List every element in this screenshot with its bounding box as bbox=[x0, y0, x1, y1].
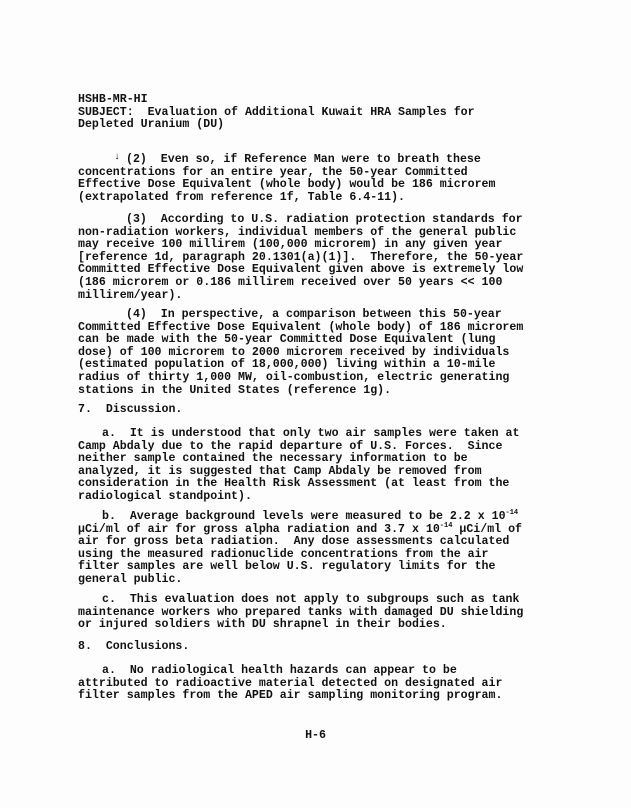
page-number: H-6 bbox=[305, 729, 326, 742]
exponent: -14 bbox=[505, 509, 519, 518]
paragraph-line: (extrapolated from reference 1f, Table 6.4-11). bbox=[78, 190, 405, 204]
office-code: HSHB-MR-HI bbox=[78, 93, 148, 106]
paragraph-7a bbox=[78, 428, 548, 504]
section-heading: 8. Conclusions. bbox=[78, 640, 190, 653]
paragraph-line: concentrations for an entire year, the 50-year Committed bbox=[78, 165, 468, 179]
paragraph-line: Effective Dose Equivalent (whole body) would be 186 microrem bbox=[78, 178, 496, 192]
paragraph-line: Committed Effective Dose Equivalent given above is extremely low bbox=[78, 263, 524, 277]
paragraph-line: stations in the United States (reference 1g). bbox=[78, 383, 392, 397]
section-heading-discussion bbox=[78, 404, 548, 417]
paragraph-line: analyzed, it is suggested that Camp Abdaly be removed from bbox=[78, 464, 482, 478]
paragraph-line: (estimated population of 18,000,000) living within a 10-mile bbox=[78, 358, 496, 372]
paragraph-line: consideration in the Health Risk Assessment (at least from the bbox=[78, 477, 510, 491]
paragraph-line: (3) According to U.S. radiation protection standards for bbox=[126, 213, 523, 226]
paragraph-line: filter samples are well below U.S. regulatory limits for the bbox=[78, 560, 496, 574]
paragraph-line: radius of thirty 1,000 MW, oil-combustion, electric generating bbox=[78, 370, 510, 384]
section-heading: 7. Discussion. bbox=[78, 403, 183, 416]
subject-line: SUBJECT: Evaluation of Additional Kuwait HRA Samples for bbox=[78, 105, 475, 119]
line-text: µCi/ml of air for gross alpha radiation and 3.7 x 10 bbox=[78, 522, 440, 536]
paragraph-line: attributed to radioactive material detected on designated air bbox=[78, 676, 503, 690]
paragraph-line: Camp Abdaly due to the rapid departure of U.S. Forces. Since bbox=[78, 439, 503, 453]
paragraph-line: using the measured radionuclide concentrations from the air bbox=[78, 547, 489, 561]
paragraph-line: neither sample contained the necessary information to be bbox=[78, 452, 468, 466]
paragraph-line: [reference 1d, paragraph 20.1301(a)(1)]. Therefore, the 50-year bbox=[78, 250, 524, 264]
paragraph-line: (4) In perspective, a comparison between this 50-year bbox=[126, 308, 502, 321]
subject-line: Depleted Uranium (DU) bbox=[78, 118, 225, 132]
paragraph-line: can be made with the 50-year Committed Dose Equivalent (lung bbox=[78, 333, 496, 347]
paragraph-line: or injured soldiers with DU shrapnel in their bodies. bbox=[78, 618, 447, 632]
paragraph-line: (186 microrem or 0.186 millirem received over 50 years << 100 bbox=[78, 275, 503, 289]
paragraph-line: (2) Even so, if Reference Man were to breath these bbox=[126, 153, 481, 166]
paragraph-6-3 bbox=[78, 214, 548, 302]
section-heading-conclusions bbox=[78, 641, 548, 654]
margin-mark: ↓ bbox=[114, 152, 121, 163]
memo-header bbox=[78, 94, 548, 132]
paragraph-7b bbox=[78, 511, 548, 587]
paragraph-line: filter samples from the APED air sampling monitoring program. bbox=[78, 689, 503, 703]
paragraph-line: a. It is understood that only two air samples were taken at bbox=[102, 427, 520, 440]
paragraph-line: c. This evaluation does not apply to subgroups such as tank bbox=[102, 593, 520, 606]
paragraph-line: dose) of 100 microrem to 2000 microrem received by individuals bbox=[78, 345, 510, 359]
paragraph-8a bbox=[78, 665, 548, 703]
paragraph-line: general public. bbox=[78, 572, 183, 586]
paragraph-line: maintenance workers who prepared tanks with damaged DU shielding bbox=[78, 605, 524, 619]
paragraph-line: Committed Effective Dose Equivalent (whole body) of 186 microrem bbox=[78, 320, 524, 334]
paragraph-line: millirem/year). bbox=[78, 288, 183, 302]
paragraph-6-4 bbox=[78, 309, 548, 397]
line-text: b. Average background levels were measured to be 2.2 x 10 bbox=[102, 510, 506, 523]
exponent: -14 bbox=[439, 521, 453, 530]
paragraph-6-2 bbox=[78, 154, 548, 204]
paragraph-7c bbox=[78, 594, 548, 632]
paragraph-line: radiological standpoint). bbox=[78, 489, 252, 503]
paragraph-line: air for gross beta radiation. Any dose assessments calculated bbox=[78, 535, 510, 549]
paragraph-line: a. No radiological health hazards can appear to be bbox=[102, 664, 457, 677]
paragraph-line: non-radiation workers, individual members of the general public bbox=[78, 225, 517, 239]
line-text: µCi/ml of bbox=[452, 522, 522, 536]
paragraph-line: may receive 100 millirem (100,000 microrem) in any given year bbox=[78, 238, 503, 252]
